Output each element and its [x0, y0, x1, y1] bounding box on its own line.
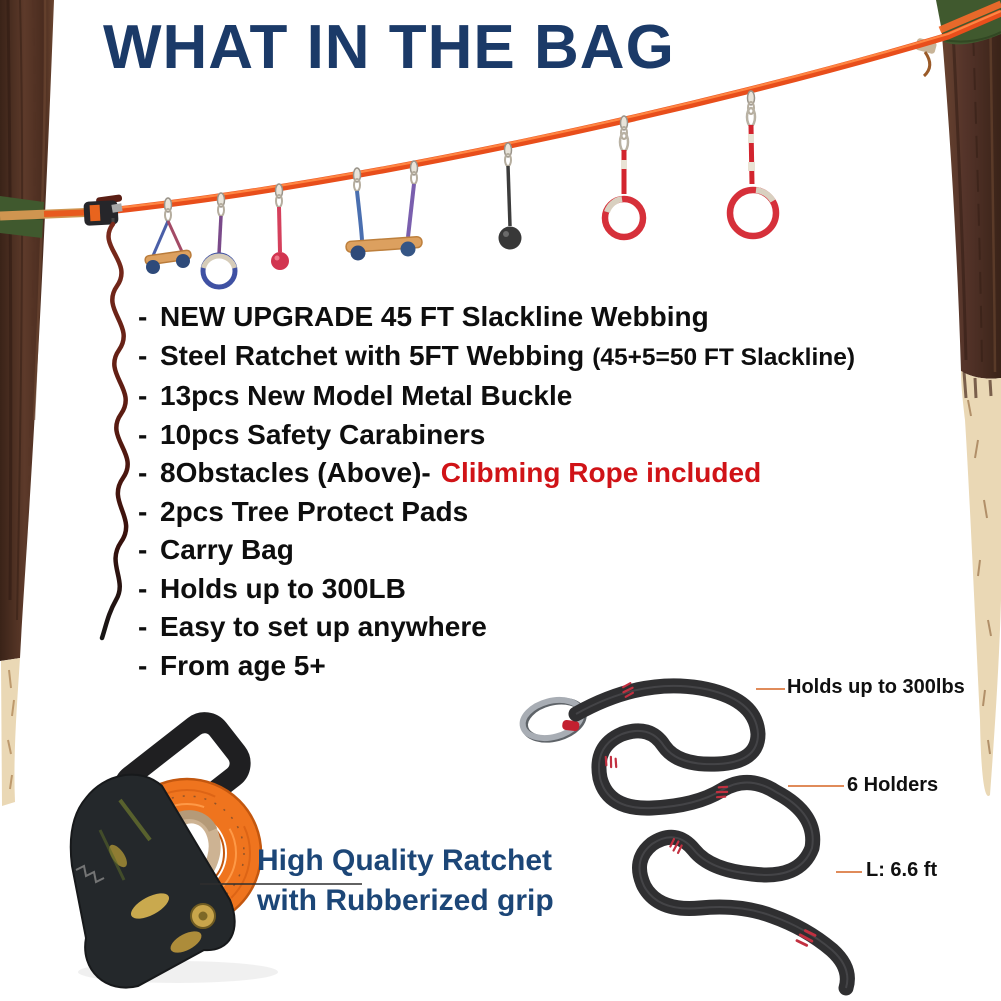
feature-text: 8Obstacles (Above)- [160, 457, 431, 488]
feature-item [138, 377, 855, 416]
ratchet-caption-line1: High Quality Ratchet [257, 844, 553, 877]
bullet-dash: - [138, 380, 148, 411]
obstacle-ball-grip-red [271, 184, 289, 270]
feature-item [138, 531, 855, 570]
feature-text-small: (45+5=50 FT Slackline) [592, 343, 856, 371]
bullet-dash: - [138, 457, 148, 488]
bullet-dash: - [138, 418, 148, 450]
feature-text: From age 5+ [160, 649, 326, 681]
feature-text: 13pcs New Model Metal Buckle [160, 380, 573, 411]
feature-text: NEW UPGRADE 45 FT Slackline Webbing [160, 301, 709, 332]
feature-text: Steel Ratchet with 5FT Webbing [160, 339, 585, 371]
feature-item [138, 298, 855, 337]
bullet-dash: - [138, 495, 148, 527]
feature-item [138, 454, 855, 493]
obstacle-gym-ring-red-1 [605, 116, 643, 237]
obstacle-ball-grip-black [499, 143, 522, 250]
bullet-dash: - [138, 534, 148, 565]
feature-item [138, 608, 855, 647]
obstacle-gym-ring-blue [203, 193, 235, 287]
ratchet-caption [257, 841, 554, 921]
feature-text: Easy to set up anywhere [160, 611, 487, 642]
bullet-dash: - [138, 301, 148, 332]
feature-list [138, 298, 855, 685]
feature-item [138, 337, 855, 378]
feature-text: 10pcs Safety Carabiners [160, 418, 486, 450]
obstacle-monkey-bar [346, 161, 423, 261]
bullet-dash: - [138, 339, 148, 371]
daisy-chain-strap [518, 683, 847, 988]
feature-text: 2pcs Tree Protect Pads [160, 495, 469, 527]
feature-text: Holds up to 300LB [160, 572, 406, 604]
strap-webbing [576, 686, 847, 988]
feature-text-highlight: Clibming Rope included [440, 457, 762, 488]
strap-label-capacity: Holds up to 300lbs [787, 676, 965, 698]
feature-item [138, 416, 855, 455]
climbing-rope [102, 218, 128, 638]
feature-text: Carry Bag [160, 534, 294, 565]
feature-item [138, 570, 855, 609]
feature-item [138, 647, 855, 686]
bullet-dash: - [138, 611, 148, 642]
strap-label-holders: 6 Holders [847, 774, 939, 796]
feature-item [138, 493, 855, 532]
page-title: WHAT IN THE BAG [103, 13, 675, 82]
bullet-dash: - [138, 649, 148, 681]
slackline-ratchet-on-line [83, 194, 122, 226]
strap-label-length: L: 6.6 ft [866, 859, 938, 881]
left-tree [0, 0, 54, 806]
bullet-dash: - [138, 572, 148, 604]
ratchet-caption-line2: with Rubberized grip [257, 884, 554, 917]
obstacle-gym-ring-red-2 [730, 91, 776, 236]
